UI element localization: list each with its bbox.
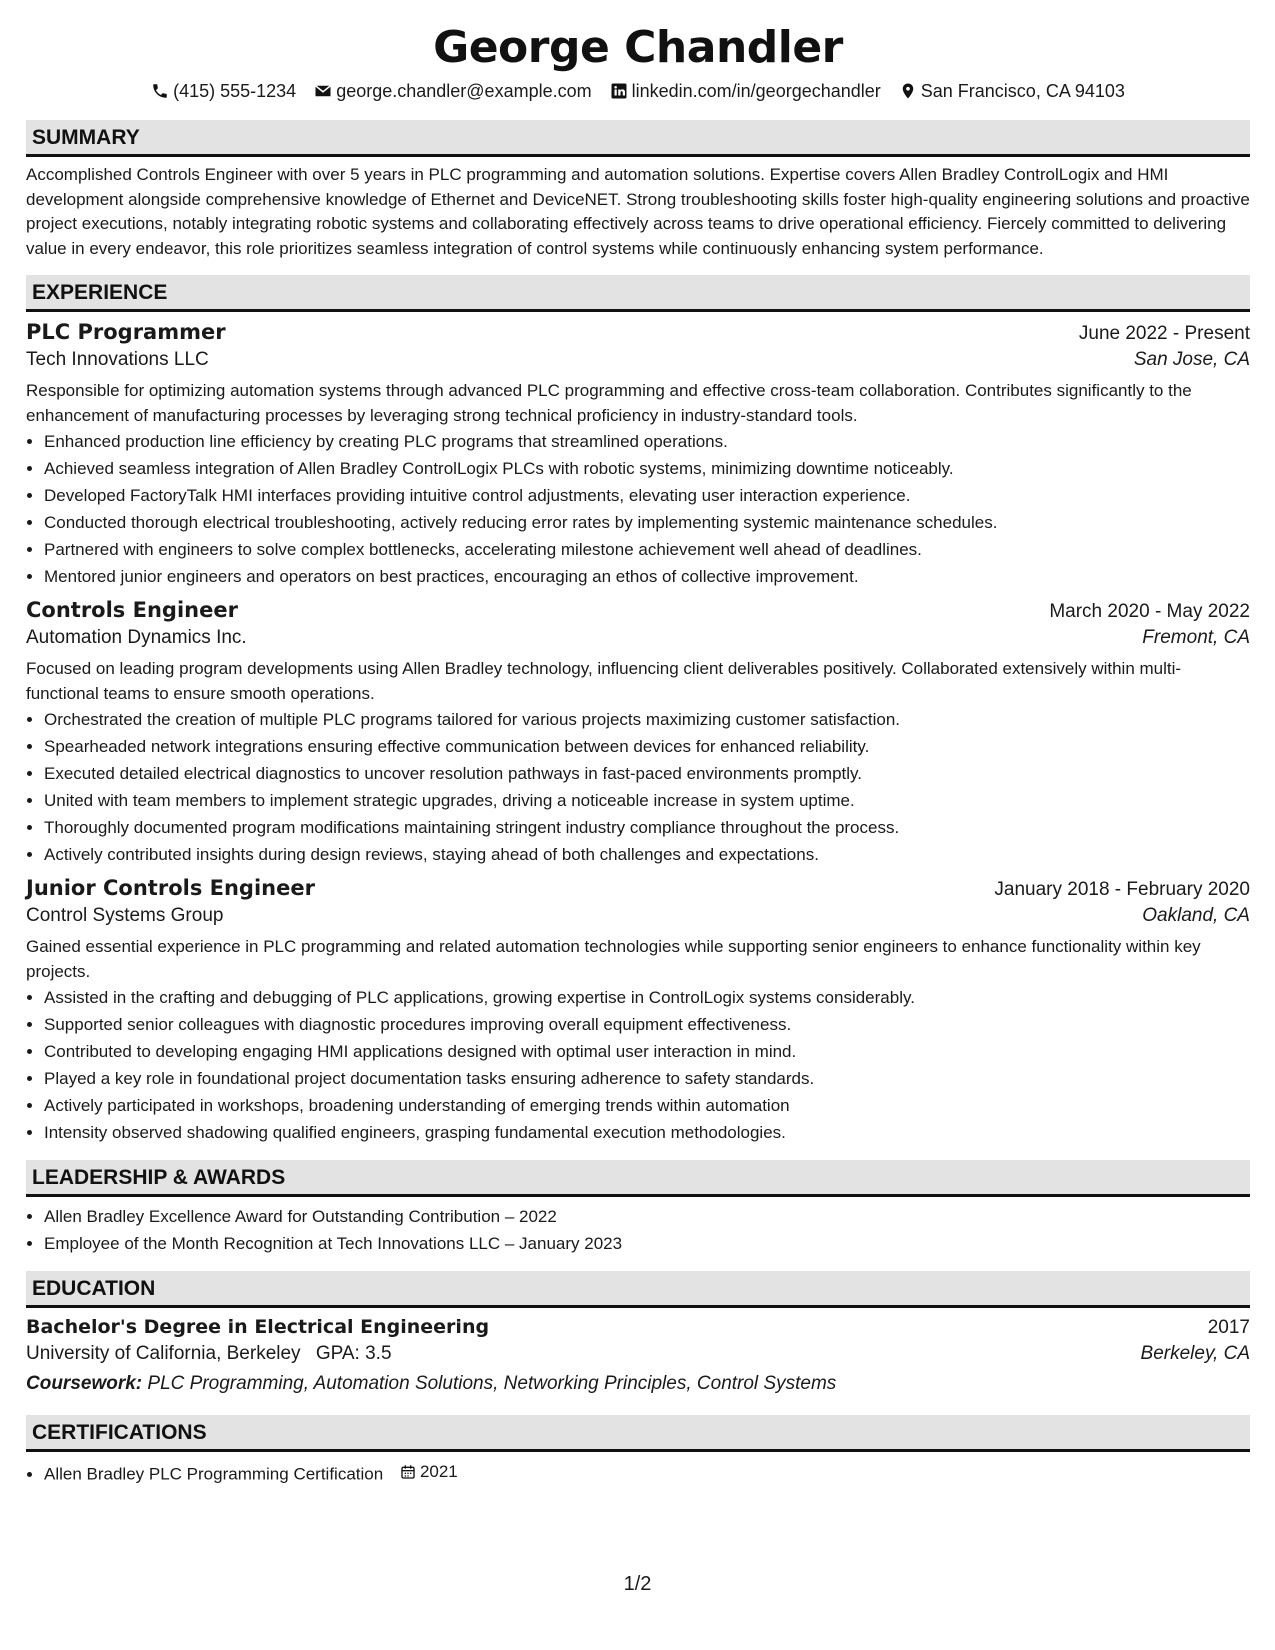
list-item: • Enhanced production line efficiency by creating PLC programs that streamlined operations.: [44, 428, 1250, 455]
list-item: • Actively contributed insights during design reviews, staying ahead of both challenges and expectations.: [44, 841, 1250, 868]
graduation-year: 2017: [1207, 1317, 1250, 1338]
location-text: San Francisco, CA 94103: [920, 81, 1125, 101]
gpa: GPA: 3.5: [315, 1343, 392, 1364]
page-number: 1/2: [623, 1573, 652, 1595]
phone-text: (415) 555-1234: [173, 81, 297, 101]
job-bullets: [26, 984, 1250, 1146]
experience-heading: EXPERIENCE: [26, 275, 1250, 312]
job-dates: March 2020 - May 2022: [1049, 601, 1250, 622]
certifications-heading: CERTIFICATIONS: [26, 1415, 1250, 1452]
contact-phone[interactable]: [151, 78, 296, 104]
list-item: • Conducted thorough electrical troubleshooting, actively reducing error rates by implementing systemic maintenance schedules.: [44, 509, 1250, 536]
list-item: • Executed detailed electrical diagnostics to uncover resolution pathways in fast-paced environments promptly.: [44, 760, 1250, 787]
coursework-list: PLC Programming, Automation Solutions, Networking Principles, Control Systems: [147, 1373, 837, 1394]
contact-email[interactable]: [314, 78, 591, 104]
job-location: San Jose, CA: [1133, 349, 1250, 370]
education-heading: EDUCATION: [26, 1271, 1250, 1308]
email-text: george.chandler@example.com: [336, 81, 592, 101]
job-title: PLC Programmer: [26, 320, 226, 344]
list-item: • Actively participated in workshops, broadening understanding of emerging trends within automation: [44, 1092, 1250, 1119]
job-description: Focused on leading program developments using Allen Bradley technology, influencing client deliverables positively. Collaborated extensively within multi-functional teams to ensure smooth operations.: [26, 659, 1182, 703]
list-item: • Intensity observed shadowing qualified engineers, grasping fundamental execution methodologies.: [44, 1119, 1250, 1146]
coursework-label: Coursework:: [26, 1373, 143, 1394]
candidate-name: George Chandler: [433, 22, 843, 73]
list-item: • Played a key role in foundational project documentation tasks ensuring adherence to safety standards.: [44, 1065, 1250, 1092]
list-item: • Mentored junior engineers and operators on best practices, encouraging an ethos of collective improvement.: [44, 563, 1250, 590]
list-item: • Developed FactoryTalk HMI interfaces providing intuitive control adjustments, elevating user interaction experience.: [44, 482, 1250, 509]
contact-location: [899, 78, 1125, 104]
summary-heading: SUMMARY: [26, 120, 1250, 157]
job-bullets: [26, 706, 1250, 868]
job-company: Automation Dynamics Inc.: [26, 627, 247, 648]
certifications-list: [26, 1458, 1250, 1488]
job-company: Tech Innovations LLC: [26, 349, 209, 370]
map-pin-icon: [899, 82, 917, 100]
education-entry: [26, 1316, 1250, 1395]
resume-page: [26, 0, 1250, 1488]
list-item: • Partnered with engineers to solve complex bottlenecks, accelerating milestone achievement well ahead of deadlines.: [44, 536, 1250, 563]
list-item: • Contributed to developing engaging HMI applications designed with optimal user interaction in mind.: [44, 1038, 1250, 1065]
calendar-icon: [400, 1464, 416, 1480]
job-location: Fremont, CA: [1142, 627, 1250, 648]
contact-bar: [26, 78, 1250, 104]
list-item: • Supported senior colleagues with diagnostic procedures improving overall equipment effectiveness.: [44, 1011, 1250, 1038]
job-bullets: [26, 428, 1250, 590]
job-entry: [26, 598, 1250, 868]
list-item: • Assisted in the crafting and debugging of PLC applications, growing expertise in ControlLogix systems considerably.: [44, 984, 1250, 1011]
job-title: Junior Controls Engineer: [26, 876, 315, 900]
job-location: Oakland, CA: [1142, 905, 1250, 926]
contact-linkedin[interactable]: [610, 78, 881, 104]
awards-heading: LEADERSHIP & AWARDS: [26, 1160, 1250, 1197]
job-dates: June 2022 - Present: [1078, 323, 1250, 344]
job-title: Controls Engineer: [26, 598, 238, 622]
linkedin-text: linkedin.com/in/georgechandler: [631, 81, 881, 101]
list-item: • Spearheaded network integrations ensuring effective communication between devices for enhanced reliability.: [44, 733, 1250, 760]
job-dates: January 2018 - February 2020: [994, 879, 1250, 900]
list-item: • Thoroughly documented program modifications maintaining stringent industry compliance throughout the process.: [44, 814, 1250, 841]
job-description: Responsible for optimizing automation systems through advanced PLC programming and effective cross-team collaboration. Contributes significantly to the enhancement of manufacturing processes by leveraging strong technical proficiency in industry-standard tools.: [26, 381, 1192, 425]
list-item: • Employee of the Month Recognition at Tech Innovations LLC – January 2023: [44, 1230, 1250, 1257]
envelope-icon: [314, 82, 332, 100]
linkedin-icon: [610, 82, 628, 100]
certification-name: Allen Bradley PLC Programming Certification: [44, 1464, 384, 1484]
job-description: Gained essential experience in PLC programming and related automation technologies while supporting senior engineers to enhance functionality within key projects.: [26, 937, 1201, 981]
awards-list: [26, 1203, 1250, 1257]
phone-icon: [151, 82, 169, 100]
job-entry: [26, 876, 1250, 1146]
job-company: Control Systems Group: [26, 905, 224, 926]
list-item: • Allen Bradley Excellence Award for Outstanding Contribution – 2022: [44, 1203, 1250, 1230]
list-item: • United with team members to implement strategic upgrades, driving a noticeable increase in system uptime.: [44, 787, 1250, 814]
degree: Bachelor's Degree in Electrical Engineering: [26, 1316, 490, 1338]
school-name: University of California, Berkeley: [26, 1343, 301, 1364]
list-item: [44, 1458, 1250, 1488]
job-entry: [26, 320, 1250, 590]
certification-year: 2021: [419, 1462, 458, 1481]
list-item: • Orchestrated the creation of multiple PLC programs tailored for various projects maximizing customer satisfaction.: [44, 706, 1250, 733]
school-location: Berkeley, CA: [1140, 1343, 1250, 1364]
summary-text: Accomplished Controls Engineer with over 5 years in PLC programming and automation solutions. Expertise covers Allen Bradley ControlLogix and HMI development alongside comprehensive knowledge of Ethernet and DeviceNET. Strong troubleshooting skills foster high-quality engineering solutions and proactive project executions, notably integrating robotic systems and collaborating effectively across teams to drive operational efficiency. Fiercely committed to delivering value in every endeavor, this role prioritizes seamless integration of control systems while continuously enhancing system performance.: [26, 165, 1250, 258]
list-item: • Achieved seamless integration of Allen Bradley ControlLogix PLCs with robotic systems, minimizing downtime noticeably.: [44, 455, 1250, 482]
